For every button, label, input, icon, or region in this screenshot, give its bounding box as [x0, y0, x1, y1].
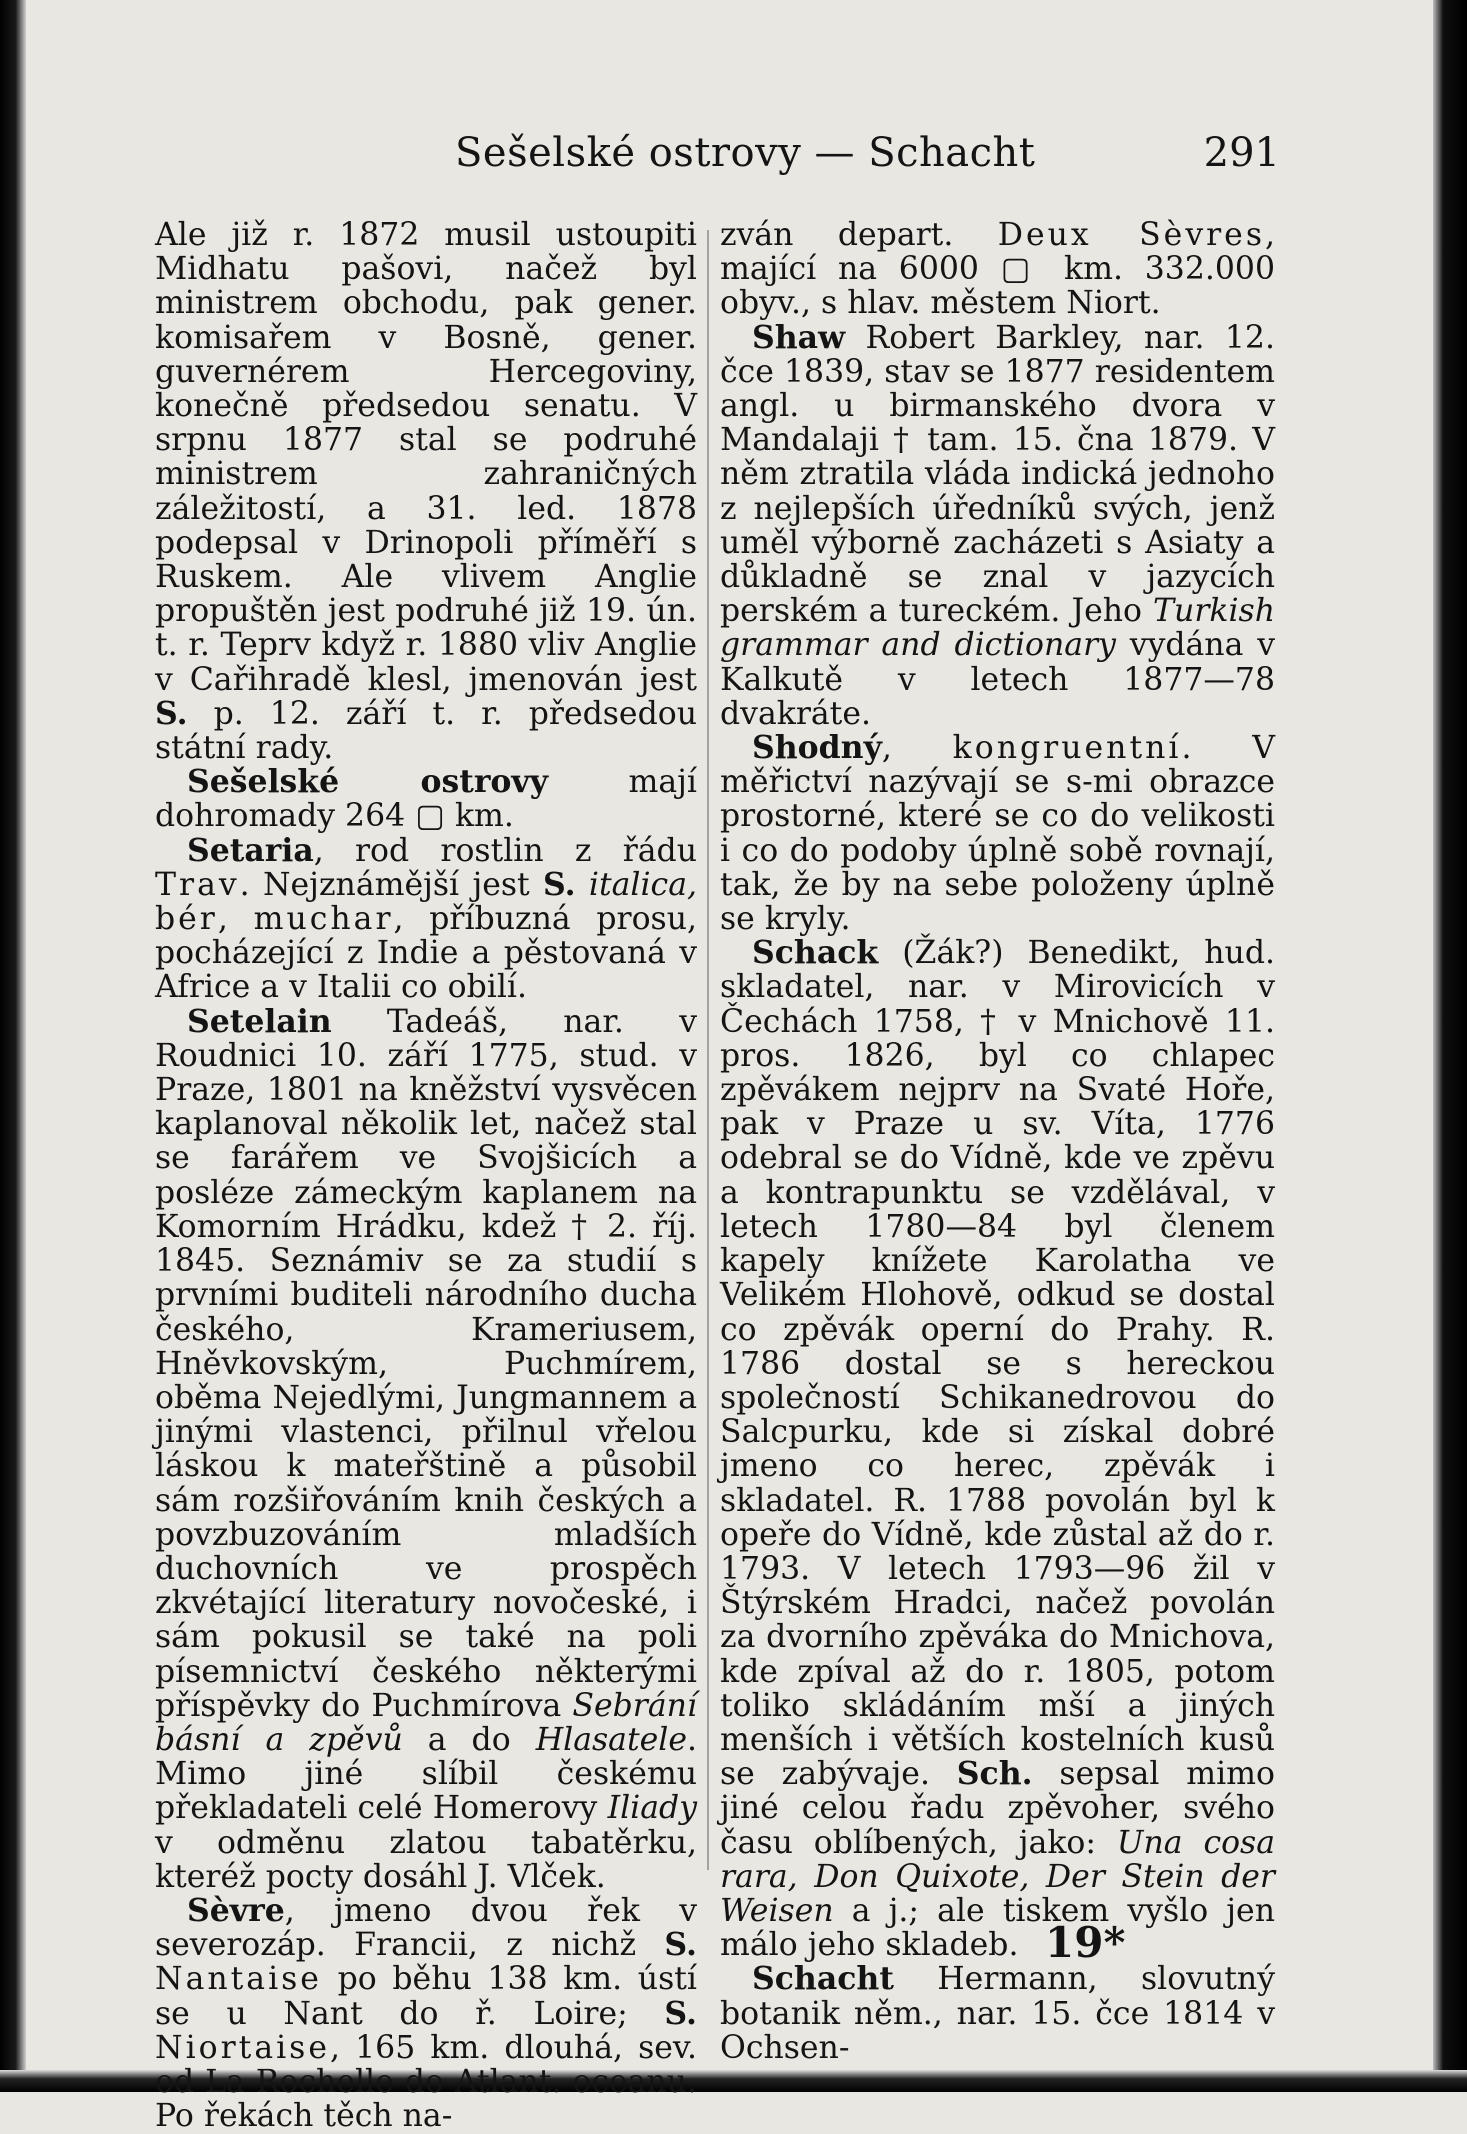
headword: Schack	[752, 934, 879, 972]
entry-setaria: Setaria, rod rostlin z řádu Trav. Nejznámější jest S. italica, bér, muchar, příbuzná prosu, pocházející z Indie a pěstovaná v Africe a v Italii co obilí.	[155, 831, 697, 1006]
headword: Shodný	[752, 729, 882, 767]
entry-seselske-ostrovy: Sešelské ostrovy mají dohromady 264 ▢ km.	[155, 763, 697, 835]
headword: Setelain	[187, 1002, 332, 1040]
signature-mark: 19*	[1045, 1918, 1126, 1967]
entry-shaw: Shaw Robert Barkley, nar. 12. čce 1839, stav se 1877 residentem angl. u birmanského dvora v Mandalaji † tam. 15. čna 1879. V něm ztratila vláda indická jednoho z nejlepších úředníků svých, jenž uměl výborně zacházeti s Asiaty a důkladně se znal v jazycích perském a tureckém. Jeho Turkish grammar and dictionary vydána v Kalkutě v letech 1877—78 dvakráte.	[720, 318, 1275, 732]
continued-paragraph: Ale již r. 1872 musil ustoupiti Midhatu pašovi, načež byl ministrem obchodu, pak gener. komisařem v Bosně, gener. guvernérem Hercegoviny, konečně předsedou senatu. V srpnu 1877 stal se podruhé ministrem zahraničných záležitostí, a 31. led. 1878 podepsal v Drinopoli příměří s Ruskem. Ale vlivem Anglie propuštěn jest podruhé již 19. ún. t. r. Teprv když r. 1880 vliv Anglie v Cařihradě klesl, jmenován jest S. p. 12. září t. r. předsedou státní rady.	[155, 217, 697, 767]
right-column	[720, 218, 1275, 2065]
page-number: 291	[1203, 130, 1280, 176]
running-title: Sešelské ostrovy — Schacht	[455, 130, 1036, 176]
headword: Sèvre	[187, 1891, 285, 1929]
scan-edge-left	[0, 0, 26, 2092]
continued-paragraph: zván depart. Deux Sèvres, mající na 6000 ▢ km. 332.000 obyv., s hlav. městem Niort.	[720, 217, 1275, 322]
entry-shodny: Shodný, kongruentní. V měřictví nazývají se s-mi obrazce prostorné, které se co do velikosti i co do podoby úplně sobě rovnají, tak, že by na sebe položeny úplně se kryly.	[720, 729, 1275, 938]
headword: Shaw	[752, 318, 846, 356]
headword: Sešelské ostrovy	[187, 763, 549, 801]
running-head	[150, 130, 1280, 190]
left-column	[155, 218, 697, 2133]
headword: Schacht	[752, 1960, 894, 1998]
entry-setelain: Setelain Tadeáš, nar. v Roudnici 10. září 1775, stud. v Praze, 1801 na kněžství vysvěcen kaplanoval několik let, načež stal se farářem ve Svojšicích a posléze zámeckým kaplanem na Komorním Hrádku, kdež † 2. říj. 1845. Seznámiv se za studií s prvními buditeli národního ducha českého, Krameriusem, Hněvkovským, Puchmírem, oběma Nejedlými, Jungmannem a jinými vlastenci, přilnul vřelou láskou k mateřštině a působil sám rozšiřováním knih českých a povzbuzováním mladších duchovních ve prospěch zkvétající literatury novočeské, i sám pokusil se také na poli písemnictví českého některými příspěvky do Puchmírova Sebrání básní a zpěvů a do Hlasatele. Mimo jiné slíbil českému překladateli celé Homerovy Iliady v odměnu zlatou tabatěrku, kteréž pocty dosáhl J. Vlček.	[155, 1002, 697, 1895]
column-divider	[707, 230, 709, 1870]
entry-schacht: Schacht Hermann, slovutný botanik něm., nar. 15. čce 1814 v Ochsen-	[720, 1960, 1275, 2066]
scan-edge-right	[1433, 0, 1467, 2092]
headword: Setaria	[187, 831, 314, 869]
entry-schack: Schack (Žák?) Benedikt, hud. skladatel, nar. v Mirovicích v Čechách 1758, † v Mnichově 11. pros. 1826, byl co chlapec zpěvákem nejprv na Svaté Hoře, pak v Praze u sv. Víta, 1776 odebral se do Vídně, kde ve zpěvu a kontrapunktu se vzdělával, v letech 1780—84 byl členem kapely knížete Karolatha ve Velikém Hlohově, odkud se dostal co zpěvák operní do Prahy. R. 1786 dostal se s hereckou společností Schikanedrovou do Salcpurku, kde si získal dobré jmeno co herec, zpěvák i skladatel. R. 1788 povolán byl k opeře do Vídně, kde zůstal až do r. 1793. V letech 1793—96 žil v Štýrském Hradci, načež povolán za dvorního zpěváka do Mnichova, kde zpíval až do r. 1805, potom toliko skládáním mší a jiných menších i větších kostelních kusů se zabývaje. Sch. sepsal mimo jiné celou řadu zpěvoher, svého času oblíbených, jako: Una cosa rara, Don Quixote, Der Stein der Weisen a j.; ale tiskem vyšlo jen málo jeho skladeb.	[720, 934, 1276, 1964]
entry-sevre: Sèvre, jmeno dvou řek v severozáp. Francii, z nichž S. Nantaise po běhu 138 km. ústí se u Nant do ř. Loire; S. Niortaise, 165 km. dlouhá, sev. od La Rochelle do Atlant. oceanu. Po řekách těch na-	[155, 1891, 697, 2134]
